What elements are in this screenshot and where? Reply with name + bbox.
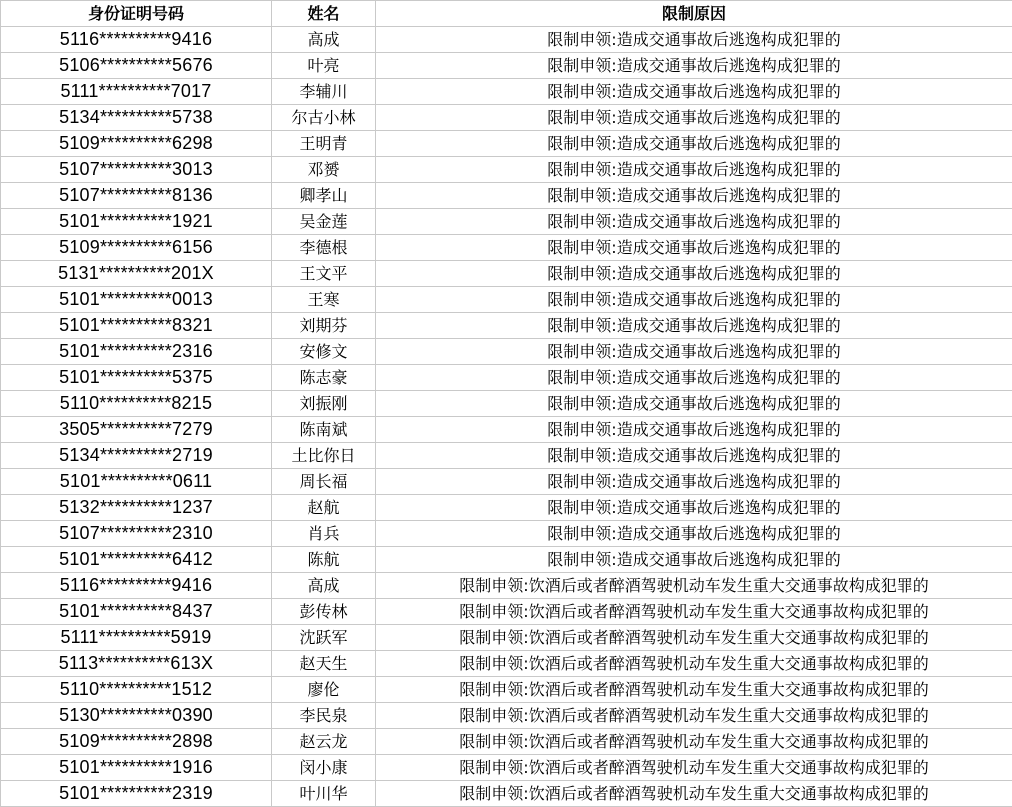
table-row (1, 573, 1012, 599)
cell-name: 李民泉 (272, 703, 376, 729)
cell-id-number: 5130**********0390 (1, 703, 272, 729)
cell-name: 闵小康 (272, 755, 376, 781)
cell-name: 尔古小林 (272, 105, 376, 131)
table-row (1, 235, 1012, 261)
table-row (1, 651, 1012, 677)
cell-name: 李辅川 (272, 79, 376, 105)
cell-reason: 限制申领:饮酒后或者醉酒驾驶机动车发生重大交通事故构成犯罪的 (376, 755, 1012, 781)
cell-name: 高成 (272, 573, 376, 599)
cell-name: 刘振刚 (272, 391, 376, 417)
cell-id-number: 5134**********2719 (1, 443, 272, 469)
cell-reason: 限制申领:造成交通事故后逃逸构成犯罪的 (376, 365, 1012, 391)
table-row (1, 183, 1012, 209)
cell-id-number: 5107**********2310 (1, 521, 272, 547)
cell-id-number: 5107**********3013 (1, 157, 272, 183)
table-row (1, 339, 1012, 365)
cell-id-number: 5111**********5919 (1, 625, 272, 651)
table-row (1, 313, 1012, 339)
table-row (1, 677, 1012, 703)
table-row (1, 599, 1012, 625)
cell-reason: 限制申领:造成交通事故后逃逸构成犯罪的 (376, 105, 1012, 131)
cell-name: 陈南斌 (272, 417, 376, 443)
cell-name: 肖兵 (272, 521, 376, 547)
header-id-number: 身份证明号码 (1, 1, 272, 27)
cell-id-number: 5109**********6298 (1, 131, 272, 157)
cell-reason: 限制申领:造成交通事故后逃逸构成犯罪的 (376, 53, 1012, 79)
table-row (1, 469, 1012, 495)
table-row (1, 755, 1012, 781)
cell-name: 安修文 (272, 339, 376, 365)
cell-id-number: 5109**********2898 (1, 729, 272, 755)
cell-id-number: 5101**********5375 (1, 365, 272, 391)
cell-reason: 限制申领:造成交通事故后逃逸构成犯罪的 (376, 183, 1012, 209)
cell-reason: 限制申领:造成交通事故后逃逸构成犯罪的 (376, 313, 1012, 339)
cell-id-number: 5107**********8136 (1, 183, 272, 209)
cell-name: 赵天生 (272, 651, 376, 677)
cell-id-number: 5110**********1512 (1, 677, 272, 703)
cell-name: 陈志豪 (272, 365, 376, 391)
cell-reason: 限制申领:造成交通事故后逃逸构成犯罪的 (376, 157, 1012, 183)
cell-reason: 限制申领:饮酒后或者醉酒驾驶机动车发生重大交通事故构成犯罪的 (376, 677, 1012, 703)
cell-reason: 限制申领:造成交通事故后逃逸构成犯罪的 (376, 27, 1012, 53)
cell-reason: 限制申领:造成交通事故后逃逸构成犯罪的 (376, 79, 1012, 105)
table-row (1, 417, 1012, 443)
cell-reason: 限制申领:造成交通事故后逃逸构成犯罪的 (376, 443, 1012, 469)
cell-reason: 限制申领:造成交通事故后逃逸构成犯罪的 (376, 547, 1012, 573)
header-reason: 限制原因 (376, 1, 1012, 27)
cell-id-number: 5116**********9416 (1, 573, 272, 599)
header-name: 姓名 (272, 1, 376, 27)
table-row (1, 495, 1012, 521)
cell-name: 王寒 (272, 287, 376, 313)
cell-id-number: 5101**********6412 (1, 547, 272, 573)
table-row (1, 443, 1012, 469)
cell-name: 李德根 (272, 235, 376, 261)
cell-id-number: 5110**********8215 (1, 391, 272, 417)
cell-reason: 限制申领:造成交通事故后逃逸构成犯罪的 (376, 521, 1012, 547)
cell-name: 沈跃军 (272, 625, 376, 651)
cell-id-number: 5106**********5676 (1, 53, 272, 79)
cell-reason: 限制申领:造成交通事故后逃逸构成犯罪的 (376, 287, 1012, 313)
table-row (1, 703, 1012, 729)
cell-name: 土比你日 (272, 443, 376, 469)
cell-name: 周长福 (272, 469, 376, 495)
cell-reason: 限制申领:饮酒后或者醉酒驾驶机动车发生重大交通事故构成犯罪的 (376, 729, 1012, 755)
cell-reason: 限制申领:造成交通事故后逃逸构成犯罪的 (376, 469, 1012, 495)
table-row (1, 105, 1012, 131)
cell-reason: 限制申领:饮酒后或者醉酒驾驶机动车发生重大交通事故构成犯罪的 (376, 781, 1012, 807)
cell-name: 邓赟 (272, 157, 376, 183)
table-row (1, 391, 1012, 417)
cell-id-number: 5131**********201X (1, 261, 272, 287)
cell-id-number: 5101**********1916 (1, 755, 272, 781)
cell-id-number: 5111**********7017 (1, 79, 272, 105)
cell-name: 吴金莲 (272, 209, 376, 235)
table-row (1, 261, 1012, 287)
cell-reason: 限制申领:造成交通事故后逃逸构成犯罪的 (376, 261, 1012, 287)
cell-reason: 限制申领:造成交通事故后逃逸构成犯罪的 (376, 339, 1012, 365)
table-row (1, 157, 1012, 183)
cell-name: 廖伦 (272, 677, 376, 703)
table-row (1, 521, 1012, 547)
cell-name: 卿孝山 (272, 183, 376, 209)
cell-reason: 限制申领:造成交通事故后逃逸构成犯罪的 (376, 495, 1012, 521)
table-row (1, 729, 1012, 755)
table-row (1, 547, 1012, 573)
cell-reason: 限制申领:饮酒后或者醉酒驾驶机动车发生重大交通事故构成犯罪的 (376, 573, 1012, 599)
cell-id-number: 5116**********9416 (1, 27, 272, 53)
table-row (1, 781, 1012, 807)
table-row (1, 365, 1012, 391)
cell-name: 陈航 (272, 547, 376, 573)
cell-name: 赵云龙 (272, 729, 376, 755)
cell-id-number: 3505**********7279 (1, 417, 272, 443)
cell-reason: 限制申领:造成交通事故后逃逸构成犯罪的 (376, 417, 1012, 443)
cell-name: 刘期芬 (272, 313, 376, 339)
cell-reason: 限制申领:造成交通事故后逃逸构成犯罪的 (376, 131, 1012, 157)
table-row (1, 209, 1012, 235)
cell-reason: 限制申领:饮酒后或者醉酒驾驶机动车发生重大交通事故构成犯罪的 (376, 651, 1012, 677)
cell-id-number: 5134**********5738 (1, 105, 272, 131)
cell-id-number: 5101**********8437 (1, 599, 272, 625)
cell-id-number: 5101**********0611 (1, 469, 272, 495)
cell-name: 叶亮 (272, 53, 376, 79)
cell-id-number: 5101**********0013 (1, 287, 272, 313)
table-row (1, 79, 1012, 105)
table-row (1, 131, 1012, 157)
cell-name: 王明青 (272, 131, 376, 157)
cell-reason: 限制申领:造成交通事故后逃逸构成犯罪的 (376, 235, 1012, 261)
table-row (1, 625, 1012, 651)
table-row (1, 53, 1012, 79)
cell-id-number: 5101**********2319 (1, 781, 272, 807)
cell-id-number: 5101**********1921 (1, 209, 272, 235)
cell-name: 叶川华 (272, 781, 376, 807)
cell-id-number: 5109**********6156 (1, 235, 272, 261)
cell-reason: 限制申领:造成交通事故后逃逸构成犯罪的 (376, 391, 1012, 417)
table-row (1, 27, 1012, 53)
cell-name: 彭传林 (272, 599, 376, 625)
cell-id-number: 5132**********1237 (1, 495, 272, 521)
cell-reason: 限制申领:饮酒后或者醉酒驾驶机动车发生重大交通事故构成犯罪的 (376, 703, 1012, 729)
cell-name: 高成 (272, 27, 376, 53)
cell-name: 赵航 (272, 495, 376, 521)
cell-id-number: 5113**********613X (1, 651, 272, 677)
table-row (1, 287, 1012, 313)
cell-reason: 限制申领:饮酒后或者醉酒驾驶机动车发生重大交通事故构成犯罪的 (376, 599, 1012, 625)
cell-reason: 限制申领:造成交通事故后逃逸构成犯罪的 (376, 209, 1012, 235)
cell-id-number: 5101**********8321 (1, 313, 272, 339)
cell-reason: 限制申领:饮酒后或者醉酒驾驶机动车发生重大交通事故构成犯罪的 (376, 625, 1012, 651)
cell-id-number: 5101**********2316 (1, 339, 272, 365)
cell-name: 王文平 (272, 261, 376, 287)
header-row (1, 1, 1012, 27)
